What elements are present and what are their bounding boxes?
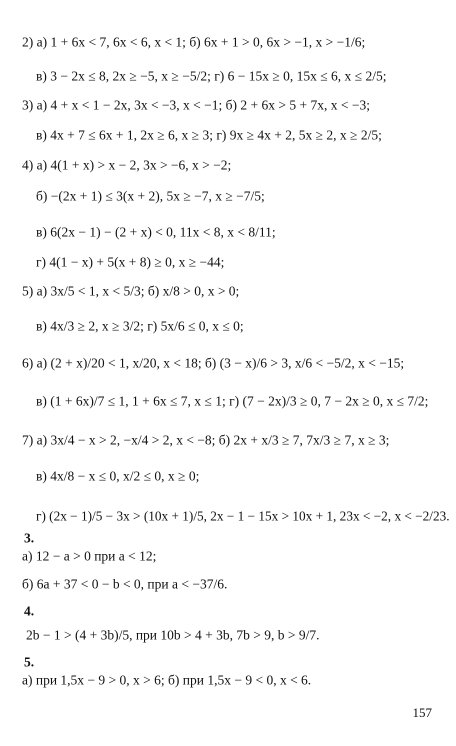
solution-line-3a: 3) а) 4 + x < 1 − 2x, 3x < −3, x < −1; б) 2 + 6x > 5 + 7x, x < −3; [22,97,370,113]
solution-line-5b: в) 4x/3 ≥ 2, x ≥ 3/2; г) 5x/6 ≤ 0, x ≤ 0; [36,318,244,334]
solution-line-5-a: а) при 1,5x − 9 > 0, x > 6; б) при 1,5x − 9 < 0, x < 6. [22,672,312,688]
solution-line-2b: в) 3 − 2x ≤ 8, 2x ≥ −5, x ≥ −5/2; г) 6 − 15x ≥ 0, 15x ≤ 6, x ≤ 2/5; [36,68,387,84]
section-heading-4: 4. [24,603,35,619]
solution-line-4c: в) 6(2x − 1) − (2 + x) < 0, 11x < 8, x < 8/11; [36,224,276,240]
solution-line-6b: в) (1 + 6x)/7 ≤ 1, 1 + 6x ≤ 7, x ≤ 1; г) (7 − 2x)/3 ≥ 0, 7 − 2x ≥ 0, x ≤ 7/2; [36,393,429,409]
solution-line-4-main: 2b − 1 > (4 + 3b)/5, при 10b > 4 + 3b, 7b > 9, b > 9/7. [26,627,320,643]
solution-line-2a: 2) а) 1 + 6x < 7, 6x < 6, x < 1; б) 6x + 1 > 0, 6x > −1, x > −1/6; [22,34,366,50]
solution-line-7b: в) 4x/8 − x ≤ 0, x/2 ≤ 0, x ≥ 0; [36,468,200,484]
solution-line-3-a: а) 12 − a > 0 при a < 12; [22,548,157,564]
solution-line-6a: 6) а) (2 + x)/20 < 1, x/20, x < 18; б) (3 − x)/6 > 3, x/6 < −5/2, x < −15; [22,355,405,371]
solution-line-3b: в) 4x + 7 ≤ 6x + 1, 2x ≥ 6, x ≥ 3; г) 9x ≥ 4x + 2, 5x ≥ 2, x ≥ 2/5; [36,127,382,143]
solution-line-4a: 4) а) 4(1 + x) > x − 2, 3x > −6, x > −2; [22,157,232,173]
solution-line-3-b: б) 6a + 37 < 0 − b < 0, при a < −37/6. [22,576,228,592]
solution-line-7c: г) (2x − 1)/5 − 3x > (10x + 1)/5, 2x − 1 − 15x > 10x + 1, 23x < −2, x < −2/23. [36,508,450,524]
solution-line-4d: г) 4(1 − x) + 5(x + 8) ≥ 0, x ≥ −44; [36,254,225,270]
section-heading-3: 3. [24,530,35,546]
solution-line-7a: 7) а) 3x/4 − x > 2, −x/4 > 2, x < −8; б) 2x + x/3 ≥ 7, 7x/3 ≥ 7, x ≥ 3; [22,432,390,448]
solution-line-5a: 5) а) 3x/5 < 1, x < 5/3; б) x/8 > 0, x > 0; [22,283,240,299]
page-number: 157 [412,705,432,720]
section-heading-5: 5. [24,654,35,670]
solution-line-4b: б) −(2x + 1) ≤ 3(x + 2), 5x ≥ −7, x ≥ −7/5; [36,188,265,204]
